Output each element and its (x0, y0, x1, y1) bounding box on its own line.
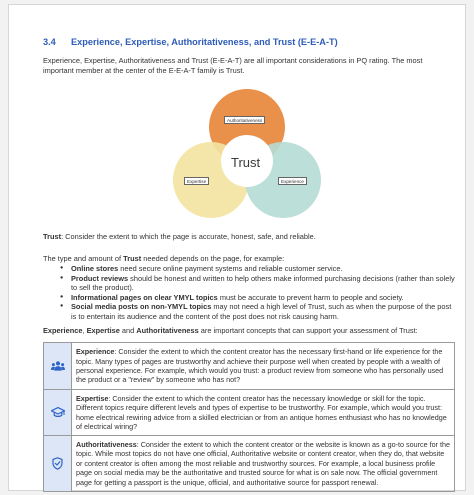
bullet-term: Online stores (71, 264, 119, 273)
depends-term: Trust (123, 254, 142, 263)
row-term: Experience (76, 347, 115, 357)
eeat-table (43, 342, 455, 492)
intro-paragraph: Experience, Expertise, Authoritativeness and Trust (E-E-A-T) are all important considerations in PQ rating. The most important member at the center of the E-E-A-T family is Trust. (43, 56, 423, 75)
table-icon-cell (44, 343, 72, 390)
bullet-text: must be accurate to prevent harm to people and society. (217, 292, 404, 302)
bullet-text: may not need a high level of Trust, such as when the purpose of the post is to entertain its audience and the content of the post does not risk causing harm. (71, 302, 452, 321)
concept-experience: Experience (43, 326, 83, 335)
concept-sep: , (82, 326, 87, 335)
document-page (8, 4, 466, 491)
venn-label-authoritativeness: Authoritativeness (224, 116, 265, 124)
list-item (61, 264, 457, 274)
table-row (44, 436, 455, 492)
graduation-cap-icon (51, 407, 65, 418)
list-item (61, 274, 457, 293)
concept-sep: and (119, 326, 137, 335)
row-term: Expertise (76, 393, 109, 403)
concepts-paragraph (43, 326, 453, 336)
bullet-term: Social media posts on non-YMYL topics (71, 302, 212, 312)
trust-depends-line (43, 254, 453, 264)
bullet-term: Informational pages on clear YMYL topics (71, 292, 218, 302)
table-text-cell (72, 343, 455, 390)
list-item (61, 293, 457, 303)
bullet-text: need secure online payment systems and reliable customer service. (118, 264, 343, 273)
bullet-term: Product reviews (71, 273, 129, 283)
trust-definition-text: : Consider the extent to which the page is accurate, honest, safe, and reliable. (61, 232, 316, 241)
table-text-cell (72, 390, 455, 436)
table-row (44, 343, 455, 390)
row-text: : Consider the extent to which the content creator has the necessary knowledge or skill for the topic. Different topics require different levels and types of expertise to be trustworthy. For example, which would you trust: home electrical rewiring advice from a skilled electrician or from an antique homes enthusiast who has no knowledge of electrical wiring? (76, 393, 447, 431)
table-row (44, 390, 455, 436)
trust-definition (43, 232, 453, 242)
table-icon-cell (44, 390, 72, 436)
row-text: : Consider the extent to which the content creator or the website is known as a go-to source for the topic. While most topics do not have one official, Authoritative website or content creator, when they do, that website or content creator is often among the most reliable and trustworthy sources. For example, a local business profile page on social media may be the authoritative and trusted source for what is on sale now. The official government page for getting a passport is the unique, official, and authoritative source for passport renewal. (76, 439, 450, 487)
section-title: Experience, Expertise, Authoritativeness, and Trust (E-E-A-T) (71, 37, 338, 47)
concept-authoritativeness: Authoritativeness (136, 326, 199, 335)
section-number: 3.4 (43, 37, 56, 47)
table-icon-cell (44, 436, 72, 492)
list-item (61, 302, 457, 321)
depends-before: The type and amount of (43, 254, 124, 263)
venn-label-experience: Experience (278, 177, 307, 185)
concept-expertise: Expertise (86, 326, 120, 335)
trust-examples-list (61, 264, 457, 322)
table-text-cell (72, 436, 455, 492)
trust-term: Trust (43, 232, 62, 241)
venn-label-trust: Trust (231, 155, 261, 170)
row-term: Authoritativeness (76, 439, 137, 449)
shield-check-icon (52, 457, 63, 470)
eeat-venn-diagram (167, 89, 327, 225)
people-group-icon (51, 361, 65, 371)
row-text: : Consider the extent to which the content creator has the necessary first-hand or life experience for the topic. Many types of pages are trustworthy and achieve their purpose well when created by people with a wealth of personal experience. For example, which would you trust: a product review from someone who has personally used the product or a "review" by someone who has not? (76, 347, 444, 385)
concept-rest: are important concepts that can support your assessment of Trust: (198, 326, 418, 335)
depends-after: needed depends on the page, for example: (141, 254, 285, 263)
bullet-text: should be honest and written to help others make informed purchasing decisions (rather than solely to sell the product). (71, 273, 455, 293)
section-heading (43, 37, 338, 47)
venn-label-expertise: Expertise (184, 177, 209, 185)
